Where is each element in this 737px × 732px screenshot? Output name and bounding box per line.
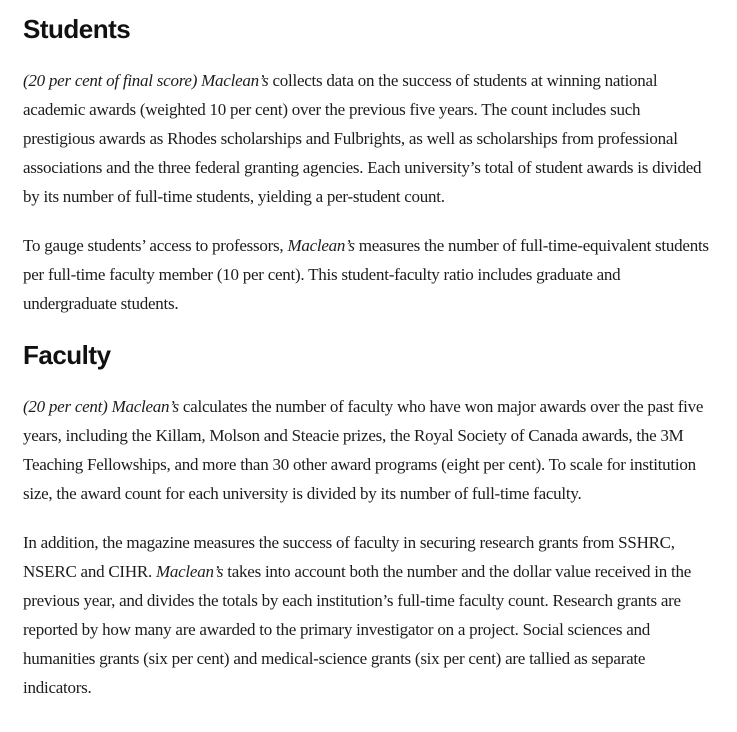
faculty-paragraph-research-grants — [23, 528, 713, 702]
section-faculty — [23, 338, 713, 702]
section-heading-students: Students — [23, 14, 131, 44]
publication-name: Maclean’s — [155, 562, 224, 581]
section-heading-faculty: Faculty — [23, 340, 111, 370]
text-segment: To gauge students’ access to professors, — [23, 236, 288, 255]
students-paragraph-faculty-ratio — [23, 231, 713, 318]
publication-name: Maclean’s — [111, 397, 179, 416]
weight-note: (20 per cent) — [23, 397, 112, 416]
text-segment: In addition, the magazine measures the success of faculty in securing research grants from SSHRC, NSERC and CIHR. — [23, 533, 675, 581]
publication-name: Maclean’s — [287, 236, 355, 255]
publication-name: Maclean’s — [201, 71, 269, 90]
text-segment: calculates the number of faculty who have won major awards over the past five years, including the Killam, Molson and Steacie prizes, the Royal Society of Canada awards, the 3M Teaching Fellowships, and more than 30 other award programs (eight per cent). To scale for institution size, the award count for each university is divided by its number of full-time faculty. — [23, 397, 704, 503]
section-students — [23, 12, 713, 318]
text-segment: collects data on the success of students at winning national academic awards (weighted 10 per cent) over the previous five years. The count includes such prestigious awards as Rhodes scholarships and Fulbrights, as well as scholarships from professional associations and the three federal granting agencies. Each university’s total of student awards is divided by its number of full-time students, yielding a per-student count. — [23, 71, 702, 206]
students-paragraph-awards — [23, 66, 713, 211]
weight-note: (20 per cent of final score) — [23, 71, 202, 90]
faculty-paragraph-awards — [23, 392, 713, 508]
text-segment: takes into account both the number and the dollar value received in the previous year, and divides the totals by each institution’s full-time faculty count. Research grants are reported by how many are awarded to the primary investigator on a project. Social sciences and humanities grants (six per cent) and medical-science grants (six per cent) are tallied as separate indicators. — [23, 562, 692, 697]
text-segment: measures the number of full-time-equivalent students per full-time faculty member (10 per cent). This student-faculty ratio includes graduate and undergraduate students. — [23, 236, 709, 313]
